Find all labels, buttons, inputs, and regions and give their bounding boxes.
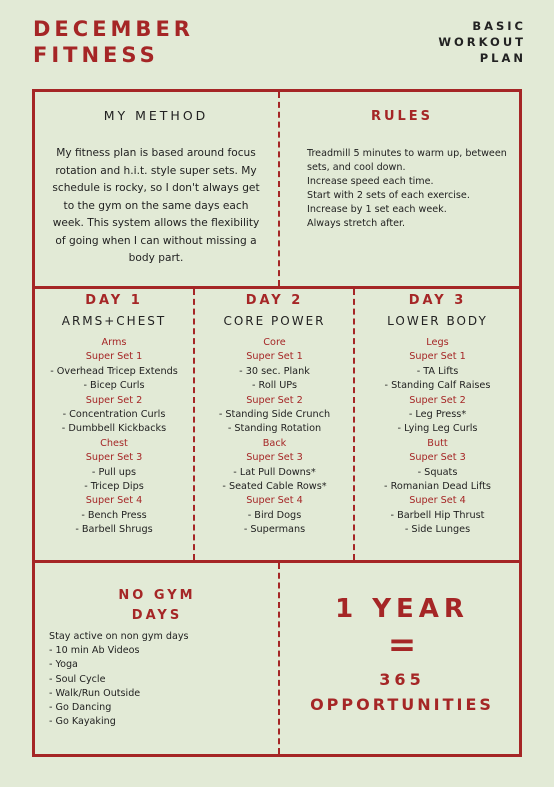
exercise-group-label: Super Set 2 [246, 394, 303, 406]
exercise-group-label: Super Set 1 [246, 351, 303, 363]
exercise-item: - Overhead Tricep Extends [50, 365, 178, 377]
exercise-item: - Seated Cable Rows* [222, 481, 327, 493]
nogym-line: - 10 min Ab Videos [49, 645, 140, 657]
rules-list [284, 147, 520, 231]
title-line-1: DECEMBER [33, 17, 194, 41]
day2-focus: CORE POWER [223, 314, 326, 328]
nogym-line: - Yoga [49, 659, 78, 671]
exercise-item: - Standing Side Crunch [218, 409, 331, 421]
divider-vertical-day2 [353, 289, 355, 560]
day1-section [35, 293, 193, 538]
subtitle-line-2: WORKOUT [438, 35, 526, 49]
exercise-item: - 30 sec. Plank [239, 365, 310, 377]
subtitle-line-1: BASIC [472, 19, 526, 33]
subtitle-line-3: PLAN [479, 51, 526, 65]
exercise-item: - Standing Rotation [227, 423, 322, 435]
rules-line: Increase by 1 set each week. [307, 204, 447, 215]
page-subtitle [406, 18, 526, 66]
divider-top [32, 286, 522, 289]
day2-section [196, 293, 353, 538]
day2-heading: DAY 2 [245, 293, 304, 308]
day3-heading: DAY 3 [408, 293, 467, 308]
rules-line: Always stretch after. [307, 218, 406, 229]
rules-line: Start with 2 sets of each exercise. [307, 190, 470, 201]
day2-list [196, 336, 353, 538]
day3-list [356, 336, 519, 538]
exercise-group-label: Super Set 4 [246, 495, 303, 507]
day1-list [35, 336, 193, 538]
method-heading: MY METHOD [103, 108, 209, 123]
title-line-2: FITNESS [33, 43, 159, 67]
exercise-group-label: Core [263, 337, 286, 348]
exercise-group-label: Super Set 4 [85, 495, 143, 507]
rules-heading: RULES [370, 109, 434, 124]
exercise-item: - Supermans [243, 524, 306, 536]
nogym-line: - Soul Cycle [49, 673, 106, 685]
exercise-group-label: Super Set 3 [85, 452, 143, 464]
exercise-item: - Lying Leg Curls [397, 423, 478, 435]
nogym-heading-line-2: DAYS [131, 608, 183, 623]
rules-section [284, 109, 520, 231]
exercise-group-label: Super Set 1 [85, 351, 143, 363]
method-section [38, 108, 274, 268]
exercise-item: - Roll UPs [251, 380, 298, 392]
motto-opportunities: OPPORTUNITIES [310, 695, 494, 714]
exercise-item: - Bench Press [81, 509, 147, 521]
day1-heading: DAY 1 [85, 293, 143, 308]
exercise-group-label: Super Set 2 [409, 394, 466, 406]
exercise-item: - Barbell Hip Thrust [390, 509, 485, 521]
exercise-group-label: Arms [101, 337, 127, 348]
exercise-item: - Side Lunges [404, 524, 471, 536]
divider-bottom [32, 560, 522, 563]
nogym-section [38, 586, 276, 729]
exercise-group-label: Chest [100, 437, 128, 449]
motto-365: 365 [379, 670, 425, 689]
exercise-group-label: Super Set 4 [409, 495, 466, 507]
exercise-group-label: Super Set 3 [246, 452, 303, 464]
exercise-item: - Bicep Curls [83, 380, 145, 392]
divider-vertical-top [278, 92, 280, 286]
exercise-item: - Squats [417, 466, 458, 478]
motto-year: 1 YEAR [335, 594, 469, 624]
rules-line: Treadmill 5 minutes to warm up, between [307, 148, 507, 159]
exercise-group-label: Super Set 3 [409, 452, 466, 464]
motto-section [284, 594, 520, 714]
exercise-group-label: Legs [426, 337, 449, 348]
method-text: My fitness plan is based around focus rotation and h.i.t. style super sets. My schedule is rocky, so I don't always get to the gym on the same days each week. This system allows the flexibility of going when I can without missing a body part. [52, 147, 260, 264]
exercise-item: - Concentration Curls [62, 409, 166, 421]
divider-vertical-day1 [193, 289, 195, 560]
nogym-line: Stay active on non gym days [49, 631, 189, 642]
nogym-line: - Walk/Run Outside [49, 687, 141, 699]
exercise-item: - Tricep Dips [84, 481, 144, 493]
exercise-group-label: Super Set 2 [85, 394, 143, 406]
day1-focus: ARMS+CHEST [61, 314, 167, 328]
exercise-group-label: Super Set 1 [409, 351, 466, 363]
rules-line: sets, and cool down. [307, 162, 406, 173]
nogym-line: - Go Dancing [49, 702, 112, 714]
day3-focus: LOWER BODY [387, 314, 488, 328]
exercise-item: - Pull ups [91, 466, 137, 478]
motto-equals: = [387, 625, 417, 665]
nogym-heading-line-1: NO GYM [118, 588, 196, 603]
exercise-item: - Bird Dogs [247, 509, 302, 521]
exercise-item: - Romanian Dead Lifts [384, 481, 491, 493]
nogym-list [38, 630, 276, 729]
exercise-group-label: Butt [427, 437, 448, 449]
rules-line: Increase speed each time. [307, 176, 434, 187]
day3-section [356, 293, 519, 538]
exercise-item: - Barbell Shrugs [75, 524, 153, 536]
exercise-item: - Leg Press* [408, 409, 467, 421]
exercise-item: - TA Lifts [416, 365, 459, 377]
exercise-group-label: Back [262, 437, 287, 449]
exercise-item: - Lat Pull Downs* [233, 466, 316, 478]
nogym-line: - Go Kayaking [49, 716, 116, 728]
divider-vertical-bottom [278, 563, 280, 754]
exercise-item: - Standing Calf Raises [384, 380, 491, 392]
exercise-item: - Dumbbell Kickbacks [61, 423, 167, 435]
page-title [33, 16, 194, 68]
